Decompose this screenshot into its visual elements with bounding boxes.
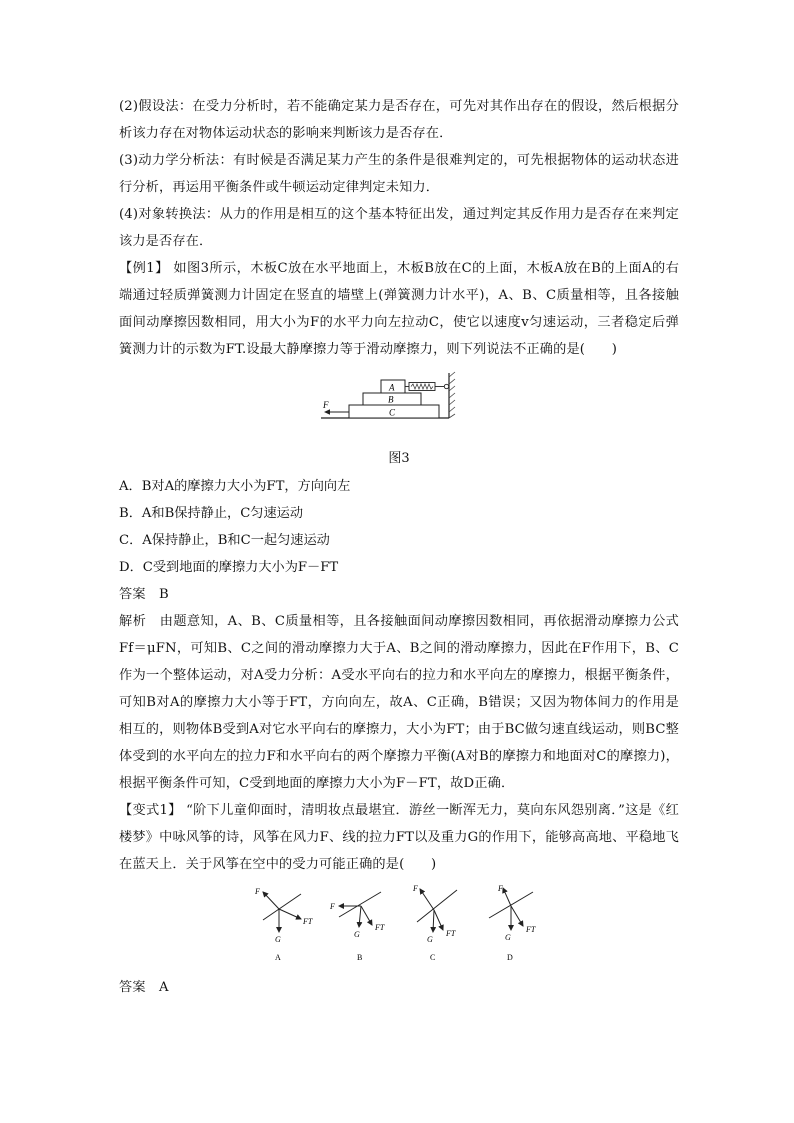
diagram-c: [412, 884, 457, 962]
d-label-ft: FT: [526, 925, 536, 934]
d-label-f: F: [498, 884, 503, 893]
diagram-b: [329, 892, 385, 962]
a-label-g: G: [275, 935, 281, 944]
choice-d-label: D: [507, 953, 513, 962]
a-label-f: F: [255, 887, 260, 896]
b-label-ft: FT: [375, 923, 385, 932]
choice-b-label: B: [357, 953, 363, 962]
diagram-d: [489, 884, 536, 962]
option-c: C．A保持静止，B和C一起匀速运动: [119, 533, 330, 548]
example-1-stem: [119, 255, 679, 363]
variant-1-tag: 【变式1】: [119, 803, 182, 818]
kite-force-diagram: [241, 884, 561, 974]
choice-a-label: A: [275, 953, 281, 962]
method-3-paragraph: (3)动力学分析法：有时候是否满足某力产生的条件是很难判定的，可先根据物体的运动状态进行分析，再运用平衡条件或牛顿运动定律判定未知力．: [119, 153, 679, 195]
diagram-a: [254, 887, 313, 962]
example-1-answer: 答案 B: [119, 587, 169, 602]
b-label-g: G: [354, 930, 360, 939]
c-label-g: G: [427, 935, 433, 944]
option-d: D．C受到地面的摩擦力大小为F－FT: [119, 560, 339, 575]
label-f: F: [323, 400, 329, 410]
document-page: [119, 90, 679, 1001]
example-1-tag: 【例1】: [119, 261, 169, 276]
option-b: B．A和B保持静止，C匀速运动: [119, 506, 304, 521]
variant-1-text: “阶下儿童仰面时，清明妆点最堪宜．游丝一断浑无力，莫向东风怨别离．”这是《红楼梦》中咏风筝的诗，风筝在风力F、线的拉力FT以及重力G的作用下，能够高高地、平稳地飞在蓝天上．关于风筝在空中的受力可能正确的是( ): [119, 803, 679, 872]
kite-force-figures: [119, 884, 679, 974]
choice-c-label: C: [430, 953, 436, 962]
variant-1-stem: [119, 797, 679, 878]
c-label-f: F: [413, 884, 418, 893]
method-2-paragraph: (2)假设法：在受力分析时，若不能确定某力是否存在，可先对其作出存在的假设，然后根据分析该力存在对物体运动状态的影响来判断该力是否存在．: [119, 99, 679, 141]
example-1-analysis: 解析 由题意知，A、B、C质量相等，且各接触面间动摩擦因数相同，再依据滑动摩擦力公式Ff＝μFN，可知B、C之间的滑动摩擦力大于A、B之间的滑动摩擦力，因此在F作用下，B、C作为一个整体运动，对A受力分析：A受水平向右的拉力和水平向左的摩擦力，根据平衡条件，可知B对A的摩擦力大小等于FT，方向向左，故A、C正确，B错误；又因为物体间力的作用是相互的，则物体B受到A对它水平向右的摩擦力，大小为FT；由于BC做匀速直线运动，则BC整体受到的水平向左的拉力F和水平向右的两个摩擦力平衡(A对B的摩擦力和地面对C的摩擦力)，根据平衡条件可知，C受到地面的摩擦力大小为F－FT，故D正确．: [119, 614, 679, 791]
example-1-text: 如图3所示，木板C放在水平地面上，木板B放在C的上面，木板A放在B的上面A的右端通过轻质弹簧测力计固定在竖直的墙壁上(弹簧测力计水平)，A、B、C质量相等，且各接触面间动摩擦因数相同，用大小为F的水平力向左拉动C，使它以速度v匀速运动，三者稳定后弹簧测力计的示数为FT.设最大静摩擦力等于滑动摩擦力，则下列说法不正确的是( ): [119, 261, 680, 357]
d-label-g: G: [505, 933, 511, 942]
block-spring-diagram: [321, 367, 481, 439]
variant-1-answer: 答案 A: [119, 980, 169, 995]
option-a: A．B对A的摩擦力大小为FT，方向向左: [119, 479, 351, 494]
label-a: A: [389, 382, 395, 393]
c-label-ft: FT: [446, 929, 456, 938]
figure-3-caption: 图3: [388, 451, 410, 466]
label-c: C: [389, 407, 396, 418]
label-b: B: [388, 394, 394, 405]
a-label-ft: FT: [303, 917, 313, 926]
b-label-f: F: [330, 902, 335, 911]
method-4-paragraph: (4)对象转换法：从力的作用是相互的这个基本特征出发，通过判定其反作用力是否存在来判定该力是否存在．: [119, 207, 679, 249]
figure-3: [119, 367, 679, 449]
